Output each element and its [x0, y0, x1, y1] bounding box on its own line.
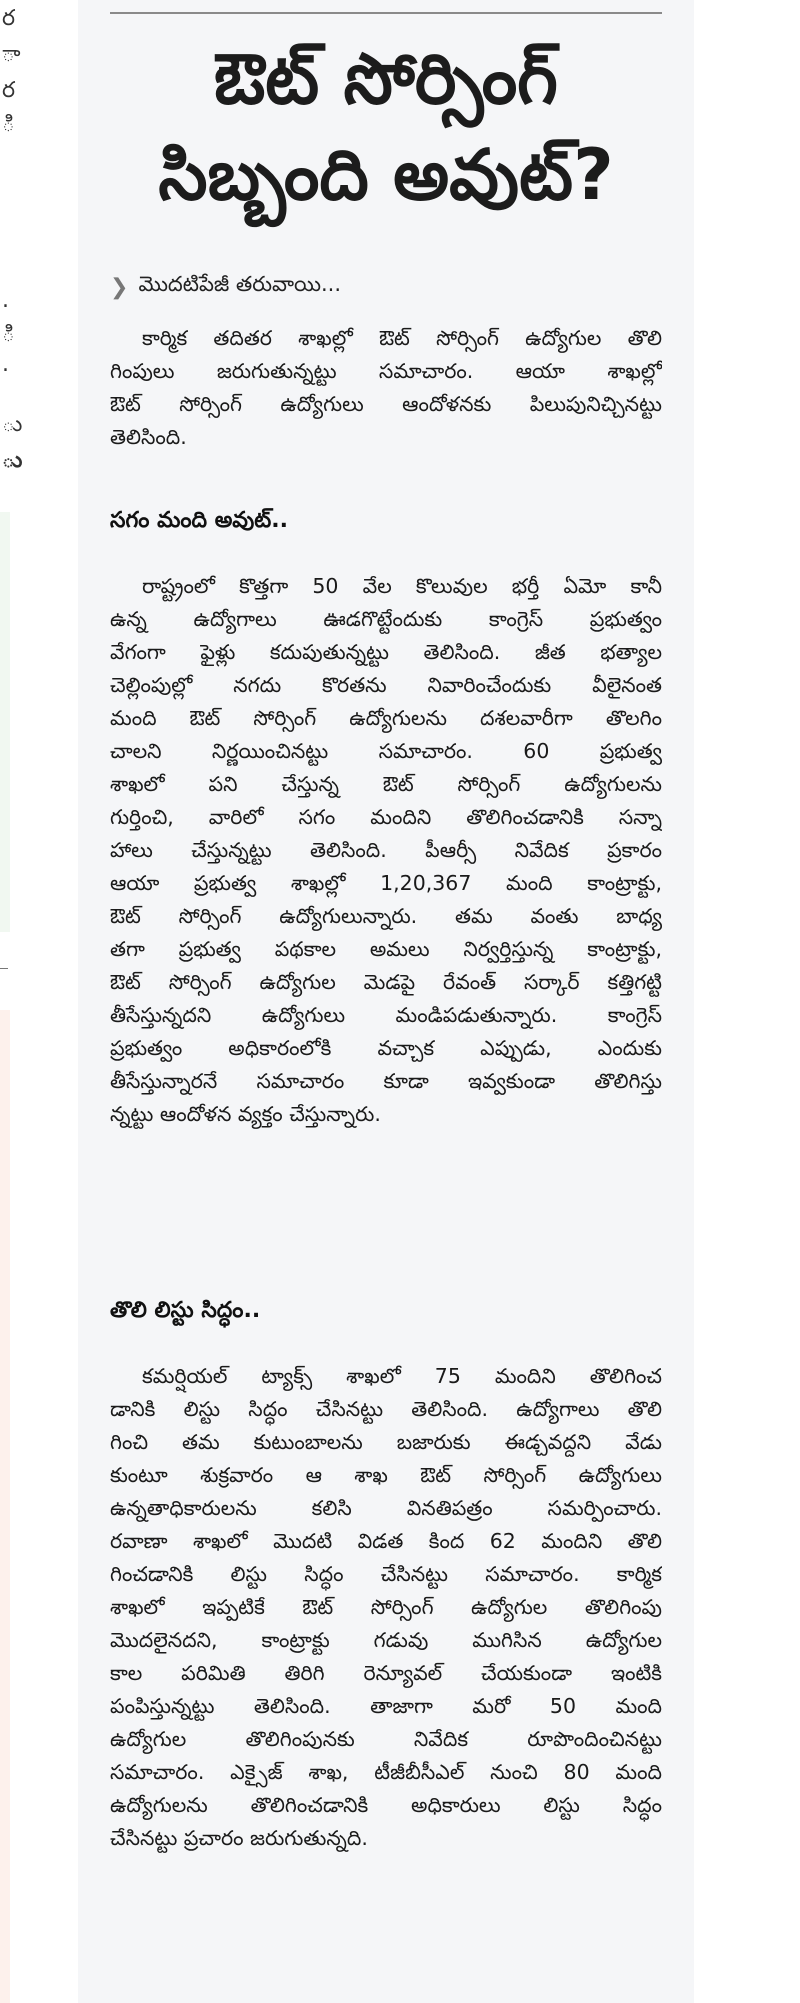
chevron-right-icon: ❯ [110, 274, 129, 300]
text-line: కమర్షియల్ ట్యాక్స్ శాఖలో 75 మందిని తొలిగించ [142, 1364, 662, 1388]
text-line: డానికి లిస్టు సిద్ధం చేసినట్టు తెలిసింది. ఉద్యోగాలు తొలి [110, 1397, 662, 1421]
article-column [78, 0, 694, 2003]
margin-char: ు [2, 412, 23, 437]
text-line: గుర్తించి, వారిలో సగం మందిని తొలిగించడానికి సన్నా [110, 805, 662, 829]
margin-char: ు [2, 448, 23, 473]
text-line: రవాణా శాఖలో మొదటి విడత కింద 62 మందిని తొలి [110, 1529, 662, 1553]
margin-char: . [2, 352, 9, 377]
text-line: శాఖలో పని చేస్తున్న ఔట్ సోర్సింగ్ ఉద్యోగులను [110, 772, 662, 796]
text-line: ఔట్ సోర్సింగ్ ఉద్యోగుల మెడపై రేవంత్ సర్కార్ కత్తిగట్టి [110, 970, 662, 994]
margin-char: . [2, 288, 9, 313]
text-line: తగా ప్రభుత్వ పథకాల అమలు నిర్వర్తిస్తున్న కాంట్రాక్టు, [110, 937, 662, 961]
text-line: చేసినట్టు ప్రచారం జరుగుతున్నది. [110, 1826, 368, 1850]
text-line: తెలిసింది. [110, 425, 187, 449]
headline-line-2: సిబ్బంది అవుట్? [158, 134, 614, 216]
text-line: మంది ఔట్ సోర్సింగ్ ఉద్యోగులను దశలవారీగా తొలగిం [110, 706, 662, 730]
margin-tick [0, 968, 8, 969]
adjacent-color-strip [0, 1010, 10, 2003]
text-line: ప్రభుత్వం అధికారంలోకి వచ్చాక ఎప్పుడు, ఎందుకు [110, 1036, 662, 1060]
text-line: మొదలైనదని, కాంట్రాక్టు గడువు ముగిసిన ఉద్యోగుల [110, 1628, 662, 1652]
kicker-text: మొదటిపేజీ తరువాయి... [138, 272, 342, 296]
text-line: వేగంగా ఫైళ్లు కదుపుతున్నట్టు తెలిసింది. జీత భత్యాల [110, 640, 662, 664]
text-line: కార్మిక తదితర శాఖల్లో ఔట్ సోర్సింగ్ ఉద్యోగుల తొలి [142, 326, 662, 350]
text-line: ఆయా ప్రభుత్వ శాఖల్లో 1,20,367 మంది కాంట్రాక్టు, [110, 871, 662, 895]
margin-char: ి [2, 112, 15, 137]
intro-paragraph [110, 322, 662, 454]
subheading-half-out: సగం మంది అవుట్.. [110, 508, 288, 533]
margin-char: ర [2, 6, 16, 31]
text-line: ఉన్నతాధికారులను కలిసి వినతిపత్రం సమర్పించారు. [110, 1496, 662, 1520]
text-line: హాలు చేస్తున్నట్టు తెలిసింది. పీఆర్సీ నివేదిక ప్రకారం [110, 838, 662, 862]
margin-char: ి [2, 322, 15, 347]
headline-line-1: ఔట్ సోర్సింగ్ [214, 38, 558, 120]
text-line: శాఖలో ఇప్పటికే ఔట్ సోర్సింగ్ ఉద్యోగుల తొలిగింపు [110, 1595, 662, 1619]
text-line: ఉన్న ఉద్యోగాలు ఊడగొట్టేందుకు కాంగ్రెస్ ప్రభుత్వం [110, 607, 662, 631]
text-line: రాష్ట్రంలో కొత్తగా 50 వేల కొలువుల భర్తీ ఏమో కానీ [142, 574, 662, 598]
text-line: చెల్లింపుల్లో నగదు కొరతను నివారించేందుకు వీలైనంత [110, 673, 662, 697]
text-line: గించడానికి లిస్టు సిద్ధం చేసినట్టు సమాచారం. కార్మిక [110, 1562, 662, 1586]
text-line: పంపిస్తున్నట్టు తెలిసింది. తాజాగా మరో 50 మంది [110, 1694, 662, 1718]
text-line: తీసేస్తున్నారనే సమాచారం కూడా ఇవ్వకుండా తొలిగిస్తు [110, 1069, 662, 1093]
text-line: న్నట్టు ఆందోళన వ్యక్తం చేస్తున్నారు. [110, 1102, 381, 1126]
top-rule [110, 12, 662, 14]
continuation-kicker [110, 272, 341, 302]
text-line: ఉద్యోగులను తొలిగించడానికి అధికారులు లిస్టు సిద్ధం [110, 1793, 662, 1817]
text-line: కాల పరిమితి తిరిగి రెన్యూవల్ చేయకుండా ఇంటికి [110, 1661, 662, 1685]
adjacent-color-strip [0, 512, 10, 932]
text-line: ఔట్ సోర్సింగ్ ఉద్యోగులు ఆందోళనకు పిలుపునిచ్చినట్టు [110, 392, 662, 416]
section-1-paragraph [110, 570, 662, 1131]
right-blank-margin [694, 0, 800, 2003]
text-line: కుంటూ శుక్రవారం ఆ శాఖ ఔట్ సోర్సింగ్ ఉద్యోగులు [110, 1463, 662, 1487]
text-line: ఉద్యోగుల తొలిగింపునకు నివేదిక రూపొందించినట్టు [110, 1727, 662, 1751]
adjacent-column-margin [0, 0, 78, 2003]
margin-char: ర [2, 78, 16, 103]
margin-char: ా [2, 42, 21, 67]
text-line: గించి తమ కుటుంబాలను బజారుకు ఈడ్చవద్దని వేడు [110, 1430, 662, 1454]
text-line: తీసేస్తున్నదని ఉద్యోగులు మండిపడుతున్నారు. కాంగ్రెస్ [110, 1003, 662, 1027]
text-line: గింపులు జరుగుతున్నట్టు సమాచారం. ఆయా శాఖల్లో [110, 359, 662, 383]
text-line: చాలని నిర్ణయించినట్టు సమాచారం. 60 ప్రభుత్వ [110, 739, 662, 763]
section-2-paragraph [110, 1360, 662, 1855]
subheading-first-list: తొలి లిస్టు సిద్ధం.. [110, 1298, 261, 1323]
text-line: ఔట్ సోర్సింగ్ ఉద్యోగులున్నారు. తమ వంతు బాధ్య [110, 904, 662, 928]
text-line: సమాచారం. ఎక్సైజ్ శాఖ, టీజీబీసీఎల్ నుంచి 80 మంది [110, 1760, 662, 1784]
